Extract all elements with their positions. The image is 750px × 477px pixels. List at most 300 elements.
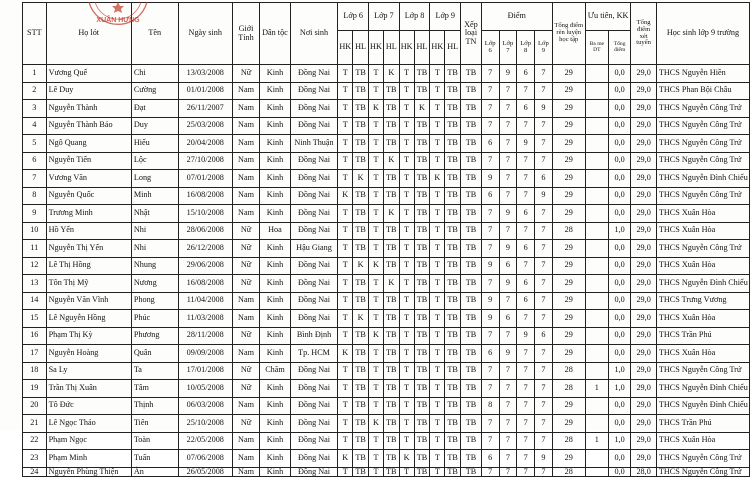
- table-cell: 1,0: [608, 362, 630, 380]
- table-cell: T: [369, 362, 384, 380]
- table-cell: Nữ: [232, 327, 259, 345]
- table-cell: Đồng Nai: [290, 65, 338, 83]
- table-cell: Đồng Nai: [290, 152, 338, 170]
- header-lop8-hl: HL: [414, 31, 430, 65]
- table-cell: T: [430, 222, 445, 240]
- table-row: [23, 345, 750, 363]
- table-cell: T: [338, 397, 353, 415]
- table-cell: Phạm Ngọc: [46, 432, 131, 450]
- table-cell: 0,0: [608, 397, 630, 415]
- table-cell: 7: [535, 135, 553, 153]
- header-truong: Học sinh lớp 9 trường: [656, 3, 749, 65]
- table-cell: THCS Trần Phú: [656, 327, 749, 345]
- table-cell: 0,0: [608, 187, 630, 205]
- table-cell: 29,0: [631, 292, 656, 310]
- table-cell: Kinh: [260, 65, 290, 83]
- table-cell: 28: [552, 467, 585, 477]
- table-cell: 7: [535, 310, 553, 328]
- table-cell: Kinh: [260, 187, 290, 205]
- table-cell: TB: [461, 415, 482, 433]
- table-cell: T: [338, 240, 353, 258]
- table-cell: K: [369, 415, 384, 433]
- table-cell: T: [399, 292, 414, 310]
- header-lop6: Lớp 6: [338, 3, 369, 31]
- table-cell: [585, 397, 608, 415]
- table-cell: 7: [481, 362, 499, 380]
- table-cell: 9: [481, 310, 499, 328]
- table-cell: 7: [499, 450, 517, 468]
- header-noi-sinh: Nơi sinh: [290, 3, 338, 65]
- table-cell: Hiếu: [131, 135, 178, 153]
- table-cell: TB: [445, 170, 461, 188]
- table-cell: 28: [552, 380, 585, 398]
- table-cell: T: [338, 362, 353, 380]
- header-stt: STT: [23, 3, 47, 65]
- table-cell: Nhi: [131, 222, 178, 240]
- table-cell: TB: [445, 397, 461, 415]
- table-cell: TB: [445, 100, 461, 118]
- table-cell: TB: [445, 467, 461, 477]
- table-cell: 9: [517, 327, 535, 345]
- table-cell: K: [338, 450, 353, 468]
- table-cell: TB: [414, 345, 430, 363]
- table-cell: TB: [383, 397, 399, 415]
- table-cell: Nữ: [232, 240, 259, 258]
- header-tong-diem-ren-luyen: Tổng điểm rèn luyện học tập: [552, 3, 585, 65]
- table-cell: [585, 222, 608, 240]
- table-cell: 9: [499, 275, 517, 293]
- table-cell: 7: [535, 117, 553, 135]
- table-cell: 22/05/2008: [178, 432, 232, 450]
- table-cell: Kinh: [260, 450, 290, 468]
- table-cell: Đồng Nai: [290, 205, 338, 223]
- table-cell: TB: [461, 467, 482, 477]
- table-cell: T: [369, 450, 384, 468]
- table-cell: T: [399, 362, 414, 380]
- table-cell: 29: [552, 292, 585, 310]
- table-cell: TB: [445, 327, 461, 345]
- table-cell: TB: [414, 65, 430, 83]
- table-cell: 7: [499, 170, 517, 188]
- table-cell: T: [369, 222, 384, 240]
- table-cell: T: [338, 432, 353, 450]
- table-cell: T: [399, 380, 414, 398]
- table-cell: 28: [552, 362, 585, 380]
- table-cell: 7: [535, 397, 553, 415]
- table-cell: Long: [131, 170, 178, 188]
- table-cell: T: [338, 275, 353, 293]
- table-cell: 29: [552, 240, 585, 258]
- table-cell: 9: [23, 205, 47, 223]
- table-cell: T: [338, 257, 353, 275]
- table-cell: 29: [552, 117, 585, 135]
- table-cell: Đồng Nai: [290, 257, 338, 275]
- table-cell: K: [383, 152, 399, 170]
- table-cell: T: [430, 292, 445, 310]
- header-lop8-hk: HK: [399, 31, 414, 65]
- table-cell: [585, 152, 608, 170]
- table-cell: 6: [535, 327, 553, 345]
- table-cell: 7: [499, 432, 517, 450]
- table-cell: [585, 415, 608, 433]
- table-cell: T: [430, 345, 445, 363]
- table-cell: 6: [517, 100, 535, 118]
- table-cell: THCS Nguyễn Hiền: [656, 65, 749, 83]
- table-cell: Nguyễn Văn Vĩnh: [46, 292, 131, 310]
- table-cell: [585, 275, 608, 293]
- table-cell: TB: [461, 117, 482, 135]
- table-cell: Chăm: [260, 362, 290, 380]
- table-cell: 7: [535, 292, 553, 310]
- table-cell: TB: [383, 187, 399, 205]
- table-cell: TB: [445, 292, 461, 310]
- table-cell: K: [414, 100, 430, 118]
- table-cell: 9: [481, 292, 499, 310]
- header-diem: Điểm: [481, 3, 552, 31]
- table-cell: TB: [414, 187, 430, 205]
- table-cell: TB: [414, 397, 430, 415]
- table-cell: TB: [461, 257, 482, 275]
- table-cell: Đồng Nai: [290, 467, 338, 477]
- table-cell: 8: [481, 397, 499, 415]
- table-cell: 7: [535, 432, 553, 450]
- table-cell: 7: [481, 432, 499, 450]
- table-row: [23, 240, 750, 258]
- table-cell: Đồng Nai: [290, 187, 338, 205]
- table-cell: Tâm: [131, 380, 178, 398]
- table-cell: 28/11/2008: [178, 327, 232, 345]
- table-cell: 16: [23, 327, 47, 345]
- table-cell: [585, 257, 608, 275]
- table-cell: TB: [353, 240, 369, 258]
- table-cell: Đồng Nai: [290, 310, 338, 328]
- table-cell: Nam: [232, 187, 259, 205]
- table-cell: T: [399, 170, 414, 188]
- table-cell: THCS Nguyễn Công Trứ: [656, 240, 749, 258]
- table-cell: [585, 292, 608, 310]
- table-cell: T: [399, 415, 414, 433]
- table-cell: Đồng Nai: [290, 222, 338, 240]
- table-cell: Bình Định: [290, 327, 338, 345]
- table-cell: Đồng Nai: [290, 275, 338, 293]
- table-cell: 7: [535, 152, 553, 170]
- table-cell: Nữ: [232, 257, 259, 275]
- table-cell: 7: [517, 170, 535, 188]
- table-row: [23, 467, 750, 477]
- table-cell: Nam: [232, 152, 259, 170]
- table-cell: 25/03/2008: [178, 117, 232, 135]
- header-dan-toc: Dân tộc: [260, 3, 290, 65]
- table-cell: Đồng Nai: [290, 362, 338, 380]
- table-cell: 09/09/2008: [178, 345, 232, 363]
- table-cell: K: [369, 327, 384, 345]
- table-cell: 1,0: [608, 432, 630, 450]
- table-row: [23, 275, 750, 293]
- table-cell: TB: [414, 327, 430, 345]
- table-row: [23, 135, 750, 153]
- table-cell: Đồng Nai: [290, 450, 338, 468]
- table-cell: 28/06/2008: [178, 222, 232, 240]
- header-lop7-hk: HK: [369, 31, 384, 65]
- table-cell: THCS Nguyễn Đình Chiểu: [656, 380, 749, 398]
- table-cell: Đồng Nai: [290, 415, 338, 433]
- table-cell: 6: [23, 152, 47, 170]
- table-cell: 29: [552, 205, 585, 223]
- table-cell: TB: [414, 82, 430, 100]
- table-cell: K: [383, 275, 399, 293]
- table-cell: TB: [383, 415, 399, 433]
- header-lop9: Lớp 9: [430, 3, 461, 31]
- table-cell: TB: [383, 380, 399, 398]
- table-cell: 7: [481, 117, 499, 135]
- table-cell: 6: [517, 240, 535, 258]
- table-cell: TB: [383, 170, 399, 188]
- table-cell: 7: [517, 310, 535, 328]
- table-cell: 16/08/2008: [178, 187, 232, 205]
- table-cell: 14: [23, 292, 47, 310]
- table-cell: 26/11/2007: [178, 100, 232, 118]
- table-cell: TB: [383, 135, 399, 153]
- table-cell: 1,0: [608, 380, 630, 398]
- table-cell: 7: [517, 82, 535, 100]
- table-cell: T: [369, 152, 384, 170]
- table-cell: Chi: [131, 65, 178, 83]
- table-cell: 9: [535, 100, 553, 118]
- table-cell: 7: [535, 65, 553, 83]
- table-cell: 29,0: [631, 310, 656, 328]
- table-cell: T: [399, 82, 414, 100]
- table-row: [23, 397, 750, 415]
- table-cell: 29,0: [631, 345, 656, 363]
- table-cell: 7: [499, 415, 517, 433]
- table-cell: 26/12/2008: [178, 240, 232, 258]
- table-cell: 9: [535, 450, 553, 468]
- table-cell: TB: [461, 82, 482, 100]
- table-cell: 29,0: [631, 257, 656, 275]
- table-cell: TB: [414, 170, 430, 188]
- table-row: [23, 327, 750, 345]
- table-cell: T: [430, 327, 445, 345]
- table-cell: 7: [499, 362, 517, 380]
- table-cell: 29: [552, 135, 585, 153]
- header-lop9-hl: HL: [445, 31, 461, 65]
- table-cell: Minh: [131, 187, 178, 205]
- table-cell: 0,0: [608, 327, 630, 345]
- table-cell: Nguyễn Hoàng: [46, 345, 131, 363]
- table-cell: T: [369, 82, 384, 100]
- table-cell: 7: [535, 205, 553, 223]
- table-cell: 29: [552, 275, 585, 293]
- table-cell: TB: [445, 240, 461, 258]
- stamp-text: XUÂN HƯNG: [96, 17, 140, 24]
- table-cell: Nữ: [232, 65, 259, 83]
- table-cell: 29: [552, 327, 585, 345]
- table-cell: T: [369, 380, 384, 398]
- table-cell: TB: [353, 415, 369, 433]
- table-cell: [585, 327, 608, 345]
- table-cell: T: [430, 65, 445, 83]
- table-cell: 7: [517, 397, 535, 415]
- table-cell: K: [383, 205, 399, 223]
- table-cell: [585, 187, 608, 205]
- table-cell: 29: [552, 450, 585, 468]
- table-cell: 7: [535, 275, 553, 293]
- header-tong-diem-xet-tuyen: Tổng điểm xét tuyển: [631, 3, 656, 65]
- table-cell: T: [338, 205, 353, 223]
- table-cell: Lê Nguyễn Hồng: [46, 310, 131, 328]
- table-cell: Hậu Giang: [290, 240, 338, 258]
- table-cell: TB: [445, 117, 461, 135]
- table-cell: 7: [499, 82, 517, 100]
- table-cell: 1,0: [608, 222, 630, 240]
- table-cell: 29: [552, 415, 585, 433]
- table-cell: 17: [23, 345, 47, 363]
- table-cell: T: [399, 310, 414, 328]
- table-cell: TB: [461, 152, 482, 170]
- table-cell: T: [369, 205, 384, 223]
- header-ho-lot: Họ lót: [46, 3, 131, 65]
- table-cell: T: [430, 100, 445, 118]
- table-cell: TB: [353, 82, 369, 100]
- table-cell: 1: [585, 432, 608, 450]
- table-cell: 0,0: [608, 65, 630, 83]
- table-cell: Kinh: [260, 82, 290, 100]
- table-cell: T: [338, 170, 353, 188]
- table-cell: 20: [23, 397, 47, 415]
- table-cell: TB: [445, 65, 461, 83]
- table-cell: TB: [383, 82, 399, 100]
- table-row: [23, 222, 750, 240]
- table-cell: TB: [414, 257, 430, 275]
- table-cell: TB: [461, 170, 482, 188]
- header-lop6-hl: HL: [353, 31, 369, 65]
- table-cell: [585, 240, 608, 258]
- table-cell: T: [338, 310, 353, 328]
- table-cell: K: [369, 100, 384, 118]
- table-cell: T: [430, 205, 445, 223]
- table-cell: 29: [552, 152, 585, 170]
- table-cell: T: [430, 275, 445, 293]
- table-cell: 29,0: [631, 135, 656, 153]
- table-cell: 0,0: [608, 345, 630, 363]
- table-cell: T: [430, 415, 445, 433]
- table-cell: TB: [445, 257, 461, 275]
- table-cell: T: [338, 135, 353, 153]
- table-cell: Kinh: [260, 380, 290, 398]
- header-uu-tien: Ưu tiên, KK: [585, 3, 631, 31]
- table-cell: T: [338, 100, 353, 118]
- table-cell: 7: [499, 380, 517, 398]
- table-cell: TB: [383, 310, 399, 328]
- table-cell: 11/03/2008: [178, 310, 232, 328]
- table-cell: TB: [461, 65, 482, 83]
- table-row: [23, 257, 750, 275]
- table-cell: 29: [552, 65, 585, 83]
- table-cell: 29,0: [631, 327, 656, 345]
- table-cell: TB: [353, 362, 369, 380]
- table-cell: 7: [499, 222, 517, 240]
- table-cell: TB: [414, 362, 430, 380]
- table-cell: Kinh: [260, 135, 290, 153]
- table-cell: TB: [383, 100, 399, 118]
- table-cell: Sa Ly: [46, 362, 131, 380]
- table-cell: 7: [481, 222, 499, 240]
- table-cell: 10/05/2008: [178, 380, 232, 398]
- table-cell: 28: [552, 432, 585, 450]
- table-cell: Nương: [131, 275, 178, 293]
- table-cell: T: [430, 397, 445, 415]
- table-cell: 7: [535, 362, 553, 380]
- table-cell: TB: [414, 432, 430, 450]
- table-cell: THCS Nguyễn Đình Chiểu: [656, 397, 749, 415]
- table-cell: Kinh: [260, 275, 290, 293]
- table-cell: 6: [481, 187, 499, 205]
- table-cell: 23: [23, 450, 47, 468]
- table-cell: 0,0: [608, 100, 630, 118]
- table-cell: 7: [517, 432, 535, 450]
- table-cell: 29,0: [631, 450, 656, 468]
- table-cell: 7: [517, 152, 535, 170]
- table-cell: T: [338, 380, 353, 398]
- table-cell: 7: [517, 380, 535, 398]
- table-cell: Nam: [232, 135, 259, 153]
- table-cell: TB: [461, 187, 482, 205]
- table-cell: 11/04/2008: [178, 292, 232, 310]
- table-cell: TB: [353, 345, 369, 363]
- table-cell: Tô Đức: [46, 397, 131, 415]
- table-row: [23, 292, 750, 310]
- table-cell: 7: [517, 117, 535, 135]
- table-cell: T: [430, 82, 445, 100]
- table-cell: TB: [445, 432, 461, 450]
- table-cell: Kinh: [260, 310, 290, 328]
- table-cell: T: [399, 397, 414, 415]
- table-cell: TB: [461, 310, 482, 328]
- table-cell: 7: [481, 205, 499, 223]
- table-cell: THCS Nguyễn Đình Chiểu: [656, 275, 749, 293]
- table-cell: 13: [23, 275, 47, 293]
- header-diem-lop8: Lớp 8: [517, 31, 535, 65]
- table-cell: 29,0: [631, 82, 656, 100]
- table-cell: T: [430, 135, 445, 153]
- table-cell: Nguyễn Phùng Thiện: [46, 467, 131, 477]
- table-cell: 9: [499, 65, 517, 83]
- table-cell: Trần Thị Xuân: [46, 380, 131, 398]
- table-row: [23, 152, 750, 170]
- table-cell: 29,0: [631, 397, 656, 415]
- table-cell: Ta: [131, 362, 178, 380]
- table-cell: 18: [23, 362, 47, 380]
- table-cell: T: [369, 345, 384, 363]
- table-cell: TB: [353, 432, 369, 450]
- table-cell: 8: [23, 187, 47, 205]
- table-cell: 06/03/2008: [178, 397, 232, 415]
- table-cell: TB: [414, 117, 430, 135]
- table-cell: 7: [499, 327, 517, 345]
- admission-table: [22, 2, 750, 477]
- table-cell: Phạm Minh: [46, 450, 131, 468]
- table-cell: 29,0: [631, 275, 656, 293]
- table-cell: TB: [445, 275, 461, 293]
- table-cell: 29: [552, 345, 585, 363]
- table-cell: 9: [535, 187, 553, 205]
- table-cell: T: [338, 65, 353, 83]
- table-cell: TB: [414, 450, 430, 468]
- table-cell: Nữ: [232, 415, 259, 433]
- table-cell: TB: [445, 310, 461, 328]
- table-cell: T: [430, 362, 445, 380]
- table-cell: [585, 467, 608, 477]
